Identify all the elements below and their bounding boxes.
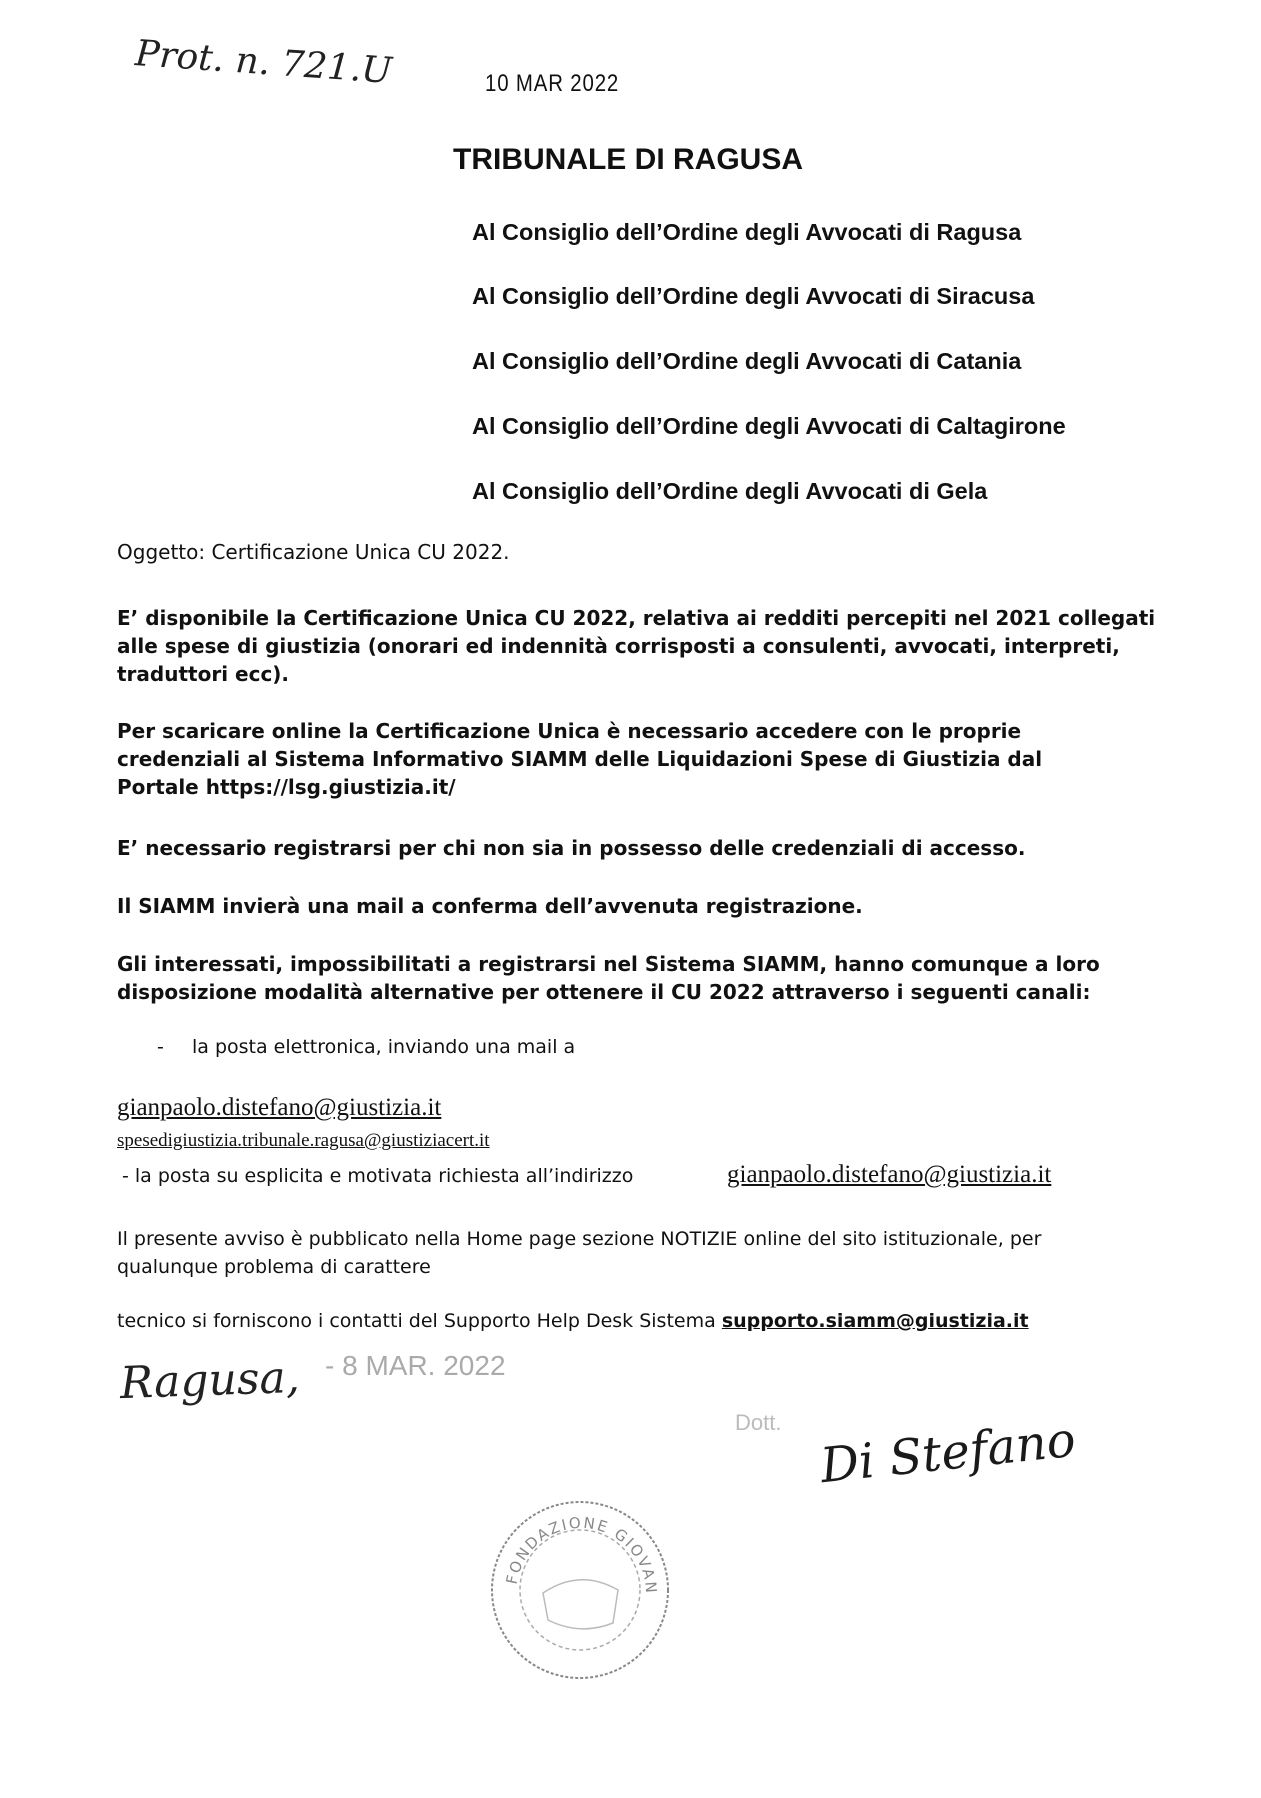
handwritten-protocol: Prot. n. 721.U — [133, 33, 394, 92]
paragraph-alternatives — [117, 950, 1100, 1006]
para5-line1: Gli interessati, impossibilitati a registrarsi nel Sistema SIAMM, hanno comunque a loro — [117, 952, 1100, 976]
received-date-stamp: 10 MAR 2022 — [485, 70, 620, 97]
recipient-siracusa: Al Consiglio dell’Ordine degli Avvocati di Siracusa — [472, 283, 1035, 309]
place-handwritten: Ragusa, — [119, 1351, 301, 1410]
bullet-dash: - — [157, 1036, 164, 1058]
helpdesk-text: tecnico si forniscono i contatti del Supporto Help Desk Sistema — [117, 1310, 716, 1332]
email-distefano-link[interactable]: gianpaolo.distefano@giustizia.it — [117, 1094, 442, 1121]
paragraph-registration: E’ necessario registrarsi per chi non sia in possesso delle credenziali di accesso. — [117, 836, 1026, 860]
helpdesk-email-link[interactable]: supporto.siamm@giustizia.it — [721, 1310, 1029, 1332]
para2-line1: Per scaricare online la Certificazione Unica è necessario accedere con le proprie — [117, 719, 1022, 743]
recipient-caltagirone: Al Consiglio dell’Ordine degli Avvocati di Caltagirone — [472, 413, 1066, 439]
recipient-ragusa: Al Consiglio dell’Ordine degli Avvocati di Ragusa — [472, 219, 1022, 245]
paragraph-confirmation: Il SIAMM invierà una mail a conferma dell’avvenuta registrazione. — [117, 894, 863, 918]
place-date-stamp: - 8 MAR. 2022 — [325, 1350, 506, 1381]
para2-line3: Portale https://lsg.giustizia.it/ — [117, 775, 456, 799]
email-pec-link[interactable]: spesedigiustizia.tribunale.ragusa@giustiziacert.it — [117, 1130, 490, 1151]
para1-line2: alle spese di giustizia (onorari ed indennità corrisposti a consulenti, avvocati, interpreti, — [117, 634, 1120, 658]
recipient-gela: Al Consiglio dell’Ordine degli Avvocati di Gela — [472, 478, 988, 504]
paragraph-download — [117, 717, 1042, 801]
helpdesk-line — [117, 1310, 1029, 1332]
bullet-post-channel: - la posta su esplicita e motivata richiesta all’indirizzo — [122, 1165, 634, 1187]
para5-line2: disposizione modalità alternative per ottenere il CU 2022 attraverso i seguenti canali: — [117, 980, 1091, 1004]
paragraph-notice — [117, 1225, 1041, 1281]
para1-line3: traduttori ecc). — [117, 662, 290, 686]
recipient-catania: Al Consiglio dell’Ordine degli Avvocati di Catania — [472, 348, 1022, 374]
para1-line1: E’ disponibile la Certificazione Unica CU 2022, relativa ai redditi percepiti nel 2021 collegati — [117, 606, 1156, 630]
subject-line: Oggetto: Certificazione Unica CU 2022. — [117, 540, 510, 564]
email-distefano-link-2[interactable]: gianpaolo.distefano@giustizia.it — [727, 1161, 1052, 1188]
paragraph-availability — [117, 604, 1155, 688]
signature: Di Stefano — [817, 1411, 1079, 1495]
court-title: TRIBUNALE DI RAGUSA — [453, 143, 803, 176]
notice-line1: Il presente avviso è pubblicato nella Home page sezione NOTIZIE online del sito istituzionale, per — [117, 1228, 1042, 1250]
notice-line2: qualunque problema di carattere — [117, 1256, 431, 1278]
signature-stamp-text: Dott. — [735, 1410, 782, 1435]
seal-text: FONDAZIONE GIOVAN — [502, 1513, 661, 1596]
bullet-email-channel: la posta elettronica, inviando una mail a — [192, 1036, 576, 1058]
seal-graphic — [488, 1498, 673, 1683]
para2-line2: credenziali al Sistema Informativo SIAMM delle Liquidazioni Spese di Giustizia dal — [117, 747, 1043, 771]
official-seal — [488, 1498, 673, 1683]
